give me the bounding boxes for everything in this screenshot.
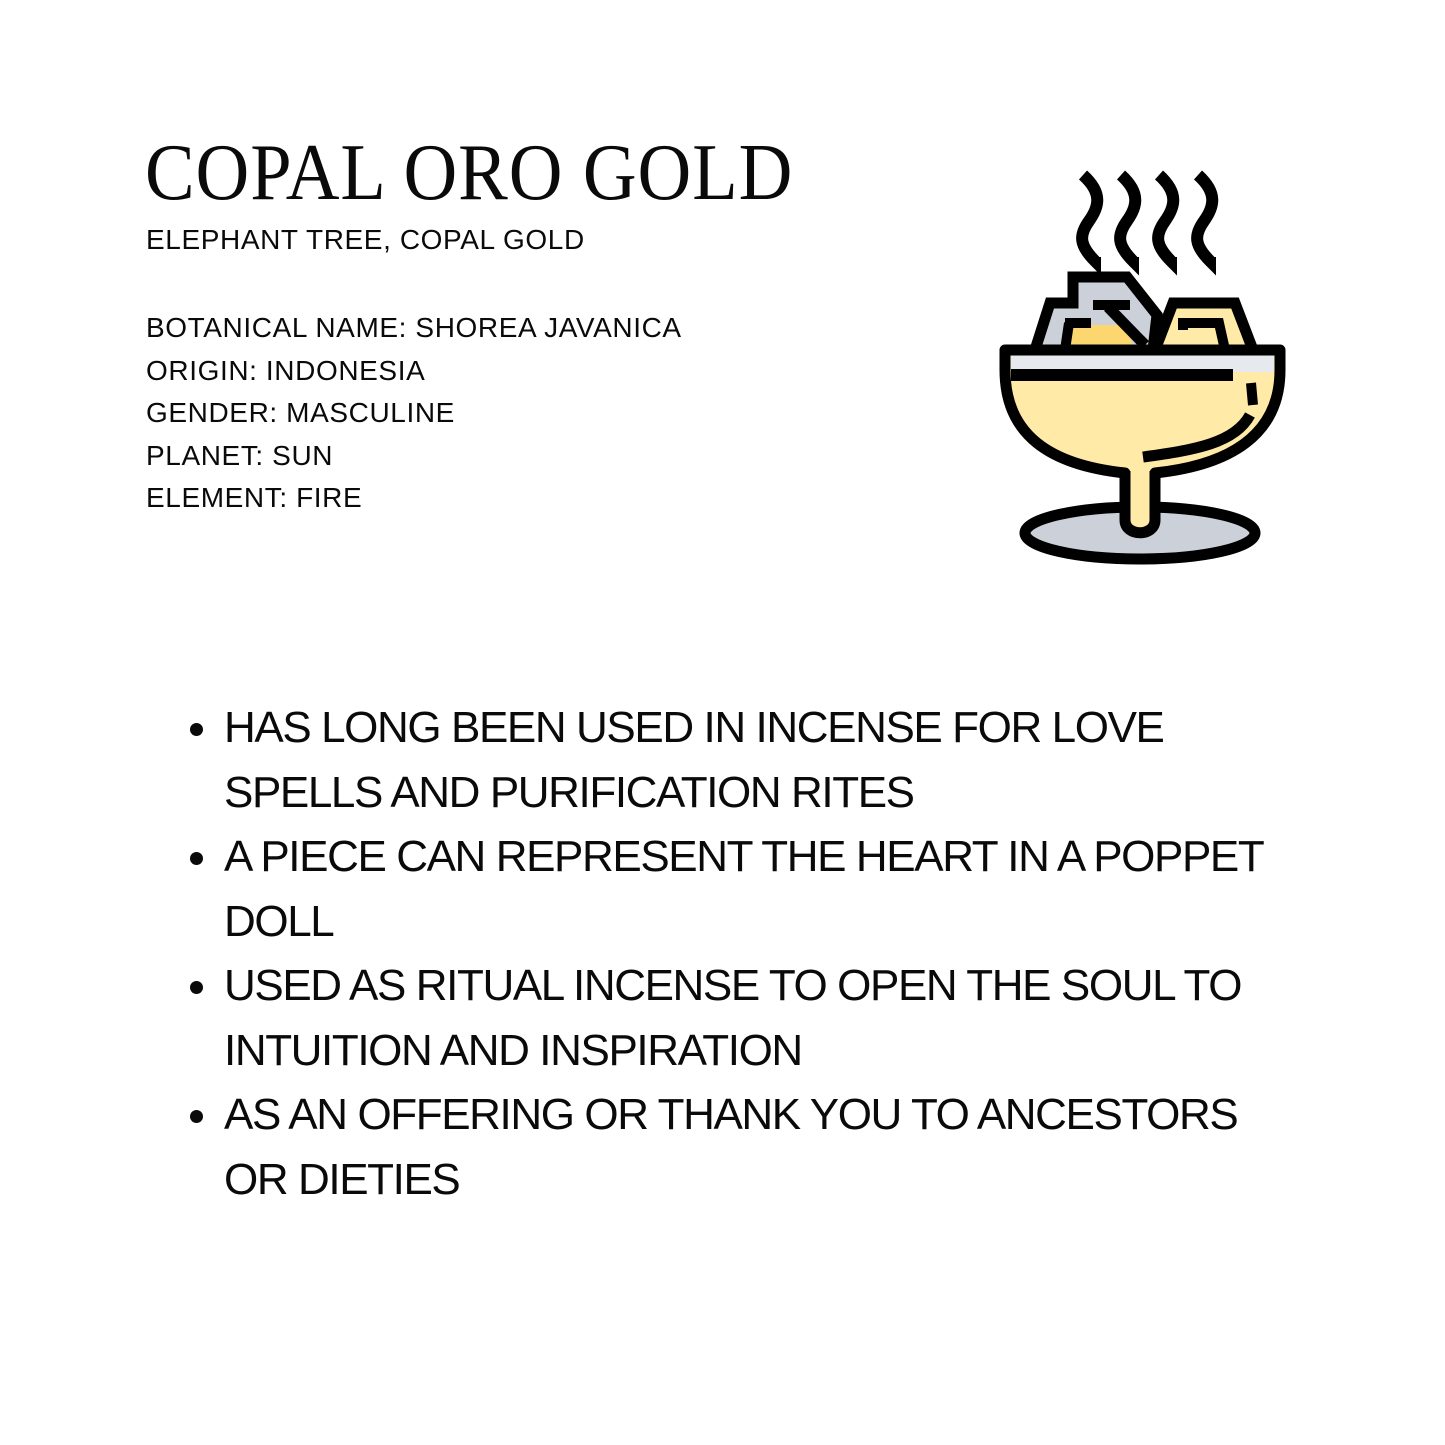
bullet-icon (190, 1110, 203, 1123)
fact-gender: GENDER: MASCULINE (146, 397, 455, 429)
facts-list (146, 307, 682, 520)
bullet-icon (190, 981, 203, 994)
list-item-text: AS AN OFFERING OR THANK YOU TO ANCESTORS OR DIETIES (224, 1090, 1238, 1204)
fact-botanical-name: BOTANICAL NAME: SHOREA JAVANICA (146, 312, 682, 343)
fact-element: ELEMENT: FIRE (146, 482, 363, 514)
list-item-text: USED AS RITUAL INCENSE TO OPEN THE SOUL TO INTUITION AND INSPIRATION (224, 961, 1242, 1075)
smoke-icon (1082, 175, 1212, 261)
list-item (186, 1083, 1286, 1212)
bullet-icon (190, 723, 203, 736)
common-names: ELEPHANT TREE, COPAL GOLD (146, 224, 585, 255)
fact-planet: PLANET: SUN (146, 439, 334, 471)
bullet-icon (190, 852, 203, 865)
list-item (186, 954, 1286, 1083)
list-item-text: A PIECE CAN REPRESENT THE HEART IN A POPPET DOLL (224, 832, 1263, 946)
fact-origin: ORIGIN: INDONESIA (146, 354, 426, 386)
list-item-text: HAS LONG BEEN USED IN INCENSE FOR LOVE SPELLS AND PURIFICATION RITES (224, 703, 1164, 817)
list-item (186, 825, 1286, 954)
list-item (186, 696, 1286, 825)
uses-list (186, 696, 1286, 1212)
page-title: COPAL ORO GOLD (145, 129, 794, 217)
incense-bowl-icon (995, 165, 1290, 570)
